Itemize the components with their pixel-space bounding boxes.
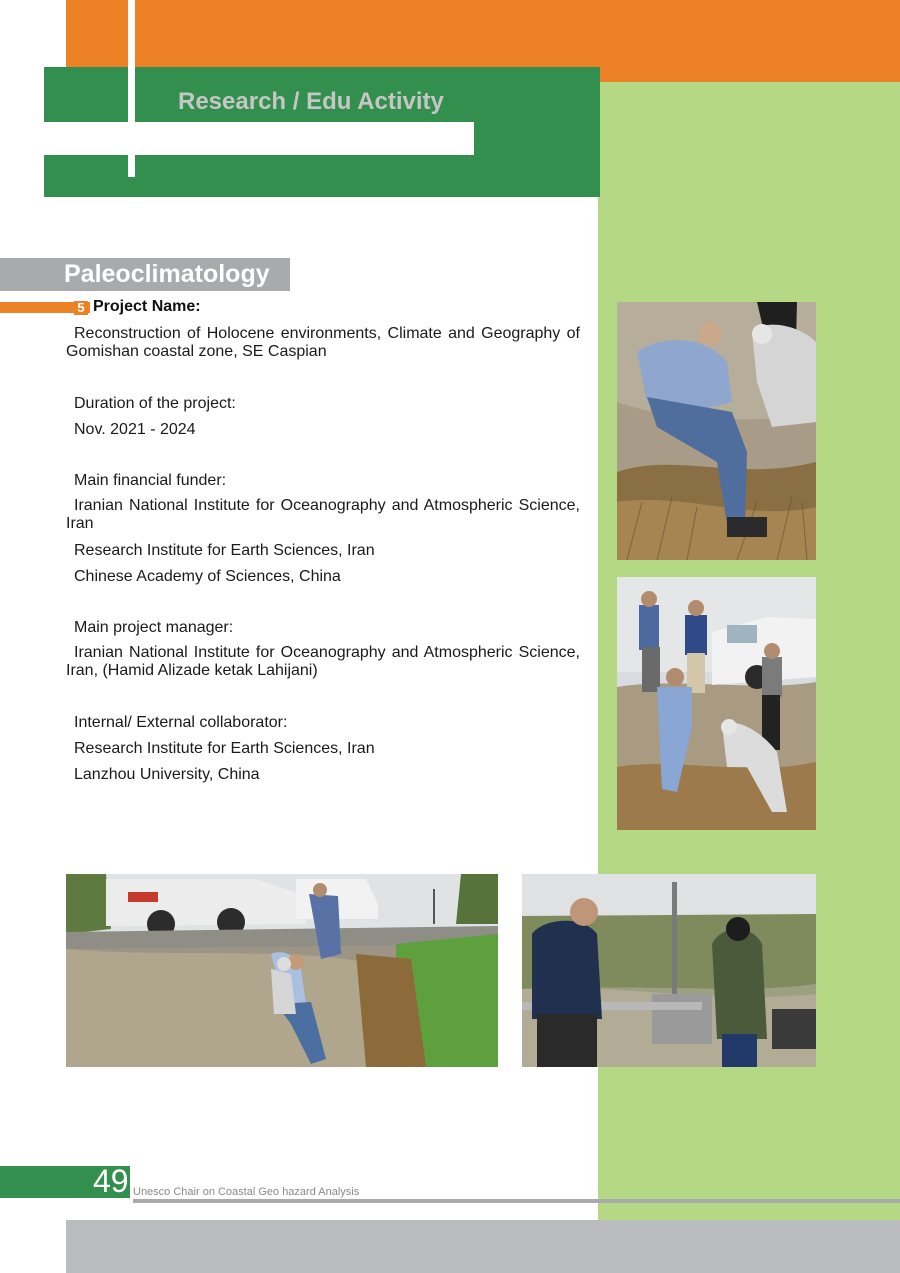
- project-name-label: Project Name:: [93, 298, 201, 315]
- collaborator-item: Lanzhou University, China: [74, 766, 260, 783]
- header-white-bar: [44, 122, 474, 155]
- footer-gray-band: [66, 1220, 900, 1273]
- footer-divider: [133, 1199, 900, 1203]
- footer-caption: Unesco Chair on Coastal Geo hazard Analysis: [133, 1186, 360, 1198]
- duration-label: Duration of the project:: [74, 395, 236, 412]
- project-number-badge: 5: [74, 301, 88, 315]
- manager-label: Main project manager:: [74, 619, 234, 636]
- collaborator-item: Research Institute for Earth Sciences, Iran: [74, 740, 375, 757]
- page-number: 49: [93, 1163, 129, 1199]
- manager-value: Iranian National Institute for Oceanography and Atmospheric Science, Iran, (Hamid Alizade ketak Lahijani): [66, 644, 580, 679]
- header-white-vline: [128, 0, 135, 177]
- coring-equipment-icon: [522, 874, 816, 1067]
- funder-label: Main financial funder:: [74, 472, 227, 489]
- funder-item: Research Institute for Earth Sciences, Iran: [74, 542, 375, 559]
- trench-excavation-icon: [66, 874, 498, 1067]
- field-sampling-icon: [617, 302, 816, 560]
- page-title: Research / Edu Activity: [178, 88, 444, 115]
- section-title: Paleoclimatology: [64, 260, 270, 288]
- project-name-text: Reconstruction of Holocene environments, Climate and Geography of Gomishan coastal zone, SE Caspian: [66, 325, 580, 360]
- field-team-truck-icon: [617, 577, 816, 830]
- collaborator-label: Internal/ External collaborator:: [74, 714, 288, 731]
- duration-value: Nov. 2021 - 2024: [74, 421, 196, 438]
- funder-item: Chinese Academy of Sciences, China: [74, 568, 341, 585]
- funder-item: Iranian National Institute for Oceanography and Atmospheric Science, Iran: [66, 497, 580, 532]
